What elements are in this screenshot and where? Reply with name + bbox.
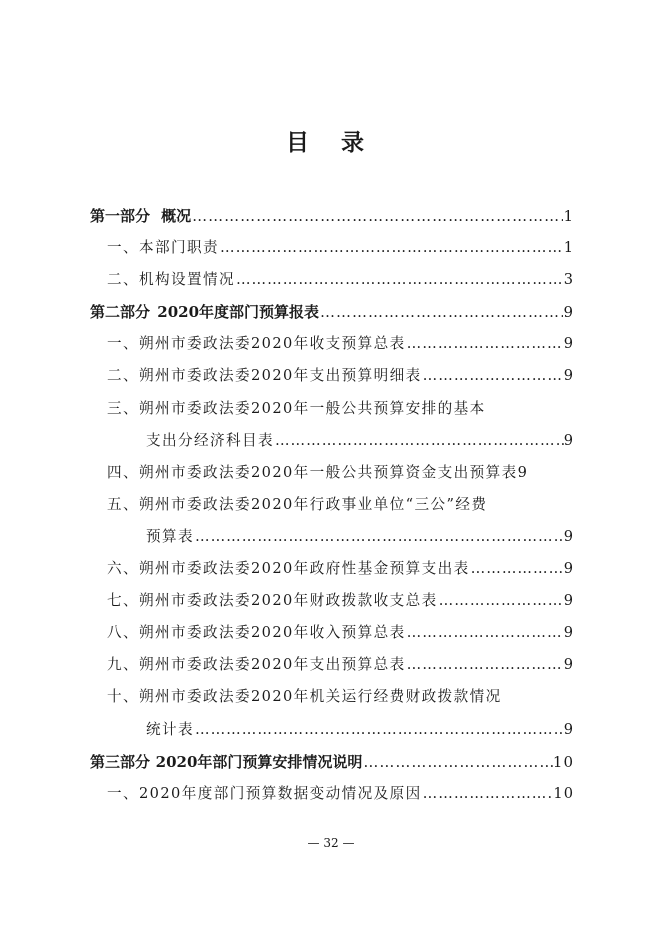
- dot-leader: [422, 360, 564, 392]
- toc-entry[interactable]: [90, 328, 574, 360]
- toc-entry-label: 二、机构设置情况: [107, 271, 235, 289]
- toc-entry[interactable]: [90, 778, 574, 810]
- dot-leader: [191, 200, 563, 232]
- toc-entry-part-2[interactable]: [90, 296, 574, 328]
- toc-entry[interactable]: [90, 393, 574, 425]
- toc-entry[interactable]: [90, 264, 574, 296]
- toc-page-number: 9: [563, 367, 574, 385]
- toc-page-number: 3: [563, 271, 574, 289]
- toc-entry[interactable]: [90, 489, 574, 521]
- toc-page-number: 9: [563, 527, 574, 545]
- toc-entry-label: 五、朔州市委政法委2020年行政事业单位“三公”经费: [107, 495, 488, 513]
- toc-entry-title: 2020年度部门预算报表: [157, 303, 320, 322]
- toc-entry-continuation[interactable]: [90, 521, 574, 553]
- toc-entry-label: 第二部分: [90, 303, 151, 322]
- toc-page-number: 9: [517, 463, 528, 481]
- toc-entry[interactable]: [90, 681, 574, 713]
- dot-leader: [470, 553, 564, 585]
- dot-leader: [362, 746, 553, 778]
- dot-leader: [406, 617, 564, 649]
- dot-leader: [406, 328, 564, 360]
- toc-page-number: 9: [563, 720, 574, 738]
- toc-entry-label: 预算表: [146, 527, 194, 545]
- toc-page-number: 1: [563, 239, 574, 257]
- table-of-contents: [90, 200, 574, 810]
- toc-page-number: 10: [553, 784, 574, 802]
- toc-entry-label: 六、朔州市委政法委2020年政府性基金预算支出表: [107, 560, 470, 578]
- toc-title: 目 录: [285, 129, 376, 156]
- toc-entry-label: 统计表: [146, 720, 194, 738]
- toc-page-number: 9: [563, 560, 574, 578]
- toc-entry-label: 十、朔州市委政法委2020年机关运行经费财政拨款情况: [107, 688, 502, 706]
- dot-leader: [235, 264, 564, 296]
- dot-leader: [194, 714, 564, 746]
- toc-entry-label: 七、朔州市委政法委2020年财政拨款收支总表: [107, 592, 438, 610]
- toc-entry-label: 一、2020年度部门预算数据变动情况及原因: [107, 784, 422, 802]
- toc-page-number: 9: [563, 335, 574, 353]
- toc-entry-title: 2020年部门预算安排情况说明: [155, 752, 363, 771]
- toc-page-number: 9: [563, 303, 574, 322]
- toc-entry-part-3[interactable]: [90, 746, 574, 778]
- toc-page-number: 1: [563, 207, 574, 225]
- dot-leader: [219, 232, 564, 264]
- toc-entry[interactable]: [90, 232, 574, 264]
- toc-entry-label: 三、朔州市委政法委2020年一般公共预算安排的基本: [107, 399, 486, 417]
- toc-entry[interactable]: [90, 457, 574, 489]
- toc-page-number: 9: [563, 656, 574, 674]
- dot-leader: [194, 521, 564, 553]
- toc-entry-part-1[interactable]: [90, 200, 574, 232]
- toc-entry-continuation[interactable]: [90, 714, 574, 746]
- dot-leader: [406, 649, 564, 681]
- toc-entry[interactable]: [90, 360, 574, 392]
- toc-entry-label: 支出分经济科目表: [146, 431, 274, 449]
- toc-page-number: 9: [563, 431, 574, 449]
- toc-entry[interactable]: [90, 585, 574, 617]
- toc-entry-label: 四、朔州市委政法委2020年一般公共预算资金支出预算表: [107, 463, 518, 481]
- toc-entry-label: 一、本部门职责: [107, 239, 219, 257]
- toc-entry[interactable]: [90, 553, 574, 585]
- toc-page-number: 9: [563, 624, 574, 642]
- toc-entry-continuation[interactable]: [90, 425, 574, 457]
- toc-entry-label: 九、朔州市委政法委2020年支出预算总表: [107, 656, 406, 674]
- page-number-footer: — 32 —: [307, 836, 355, 850]
- toc-entry[interactable]: [90, 617, 574, 649]
- dot-leader: [422, 778, 554, 810]
- toc-page-number: 10: [552, 752, 574, 771]
- toc-entry-label: 第三部分: [90, 752, 151, 771]
- toc-entry-label: 二、朔州市委政法委2020年支出预算明细表: [107, 367, 422, 385]
- dot-leader: [319, 296, 563, 328]
- toc-entry-title: 概况: [161, 207, 192, 225]
- dot-leader: [438, 585, 564, 617]
- dot-leader: [274, 425, 564, 457]
- toc-page-number: 9: [563, 592, 574, 610]
- toc-entry-label: 八、朔州市委政法委2020年收入预算总表: [107, 624, 406, 642]
- toc-entry-label: 第一部分: [90, 207, 151, 225]
- toc-entry[interactable]: [90, 649, 574, 681]
- toc-entry-label: 一、朔州市委政法委2020年收支预算总表: [107, 335, 406, 353]
